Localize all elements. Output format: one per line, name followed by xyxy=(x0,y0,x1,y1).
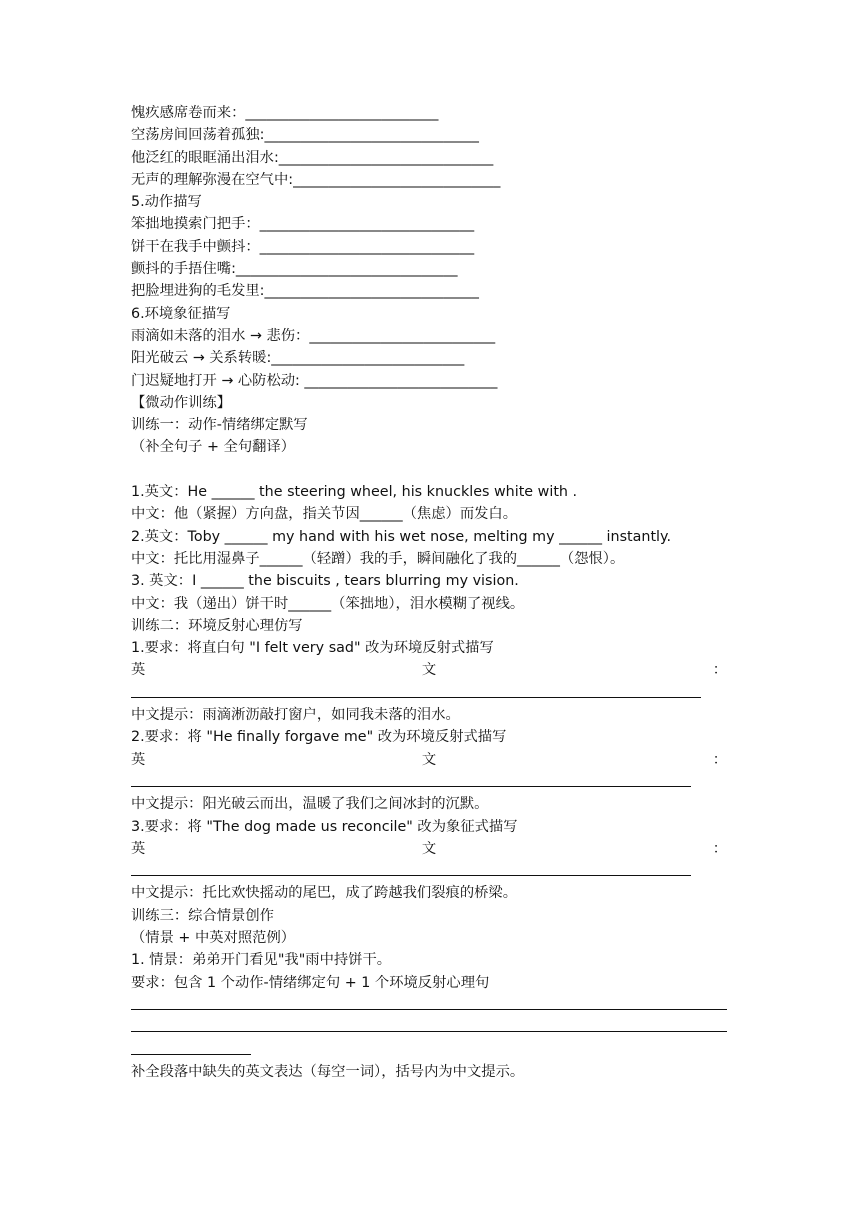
exercise-line: 中文：他（紧握）方向盘，指关节因______（焦虑）而发白。 xyxy=(131,506,518,523)
text-line: 把脸埋进狗的毛发里:______________________________ xyxy=(131,283,479,300)
section-heading: 6.环境象征描写 xyxy=(131,305,231,322)
exercise-line: 要求：包含 1 个动作-情绪绑定句 + 1 个环境反射心理句 xyxy=(131,974,490,991)
instruction-line: 补全段落中缺失的英文表达（每空一词），括号内为中文提示。 xyxy=(131,1063,525,1080)
english-answer-label xyxy=(131,659,727,681)
text-line: 愧疚感席卷而来：___________________________ xyxy=(131,105,439,121)
training-note: （补全句子 + 全句翻译） xyxy=(131,439,296,456)
text-line: 门迟疑地打开 → 心防松动: ___________________________ xyxy=(131,372,498,389)
english-answer-label xyxy=(131,749,727,771)
exercise-line: 1. 情景：弟弟开门看见"我"雨中持饼干。 xyxy=(131,952,392,969)
text-line: 阳光破云 → 关系转暖:___________________________ xyxy=(131,350,465,367)
hint-line: 中文提示：托比欢快摇动的尾巴，成了跨越我们裂痕的桥梁。 xyxy=(131,885,518,902)
training-title: 训练三：综合情景创作 xyxy=(131,907,274,924)
exercise-line: 中文：托比用湿鼻子______（轻蹭）我的手，瞬间融化了我的______（怨恨）。 xyxy=(131,550,625,567)
hint-line: 中文提示：雨滴淅沥敲打窗户，如同我未落的泪水。 xyxy=(131,707,460,724)
label-char: ： xyxy=(712,662,727,679)
label-char: 文 xyxy=(421,662,437,679)
answer-line xyxy=(131,1016,727,1038)
text-line: 无声的理解弥漫在空气中:_____________________________ xyxy=(131,171,501,188)
text-line: 他泛红的眼眶涌出泪水:______________________________ xyxy=(131,149,494,166)
training-title: 训练二：环境反射心理仿写 xyxy=(131,617,303,634)
english-answer-label xyxy=(131,838,727,860)
text-line: 饼干在我手中颤抖：______________________________ xyxy=(131,238,475,255)
exercise-line: 1.要求：将直白句 "I felt very sad" 改为环境反射式描写 xyxy=(131,640,494,657)
answer-line xyxy=(131,1038,727,1060)
section-heading: 【微动作训练】 xyxy=(131,394,232,411)
worksheet-content xyxy=(131,102,727,1083)
text-line: 笨拙地摸索门把手：______________________________ xyxy=(131,216,475,233)
text-line: 空荡房间回荡着孤独:______________________________ xyxy=(131,127,479,144)
exercise-line: 2.要求：将 "He finally forgave me" 改为环境反射式描写 xyxy=(131,729,507,746)
exercise-line: 中文：我（递出）饼干时______（笨拙地），泪水模糊了视线。 xyxy=(131,595,525,612)
training-note: （情景 + 中英对照范例） xyxy=(131,929,296,946)
label-char: ： xyxy=(712,840,727,857)
text-line: 雨滴如未落的泪水 → 悲伤：__________________________ xyxy=(131,327,496,344)
section-heading: 5.动作描写 xyxy=(131,194,202,211)
text-line: 颤抖的手捂住嘴:_______________________________ xyxy=(131,261,458,278)
label-char: ： xyxy=(712,751,727,768)
answer-line xyxy=(131,860,727,882)
hint-line: 中文提示：阳光破云而出，温暖了我们之间冰封的沉默。 xyxy=(131,796,489,813)
training-title: 训练一：动作-情绪绑定默写 xyxy=(131,417,308,434)
label-char: 文 xyxy=(421,840,437,857)
label-char: 英 xyxy=(131,751,146,768)
answer-line xyxy=(131,994,727,1016)
label-char: 英 xyxy=(131,840,146,857)
exercise-line: 3. 英文：I ______ the biscuits , tears blurring my vision. xyxy=(131,573,519,590)
exercise-line: 1.英文：He ______ the steering wheel, his knuckles white with . xyxy=(131,484,578,501)
answer-line xyxy=(131,682,727,704)
blank-gap xyxy=(131,459,727,481)
answer-line xyxy=(131,771,727,793)
exercise-line: 3.要求：将 "The dog made us reconcile" 改为象征式描写 xyxy=(131,818,518,835)
label-char: 英 xyxy=(131,662,146,679)
label-char: 文 xyxy=(421,751,437,768)
exercise-line: 2.英文：Toby ______ my hand with his wet nose, melting my ______ instantly. xyxy=(131,528,671,545)
